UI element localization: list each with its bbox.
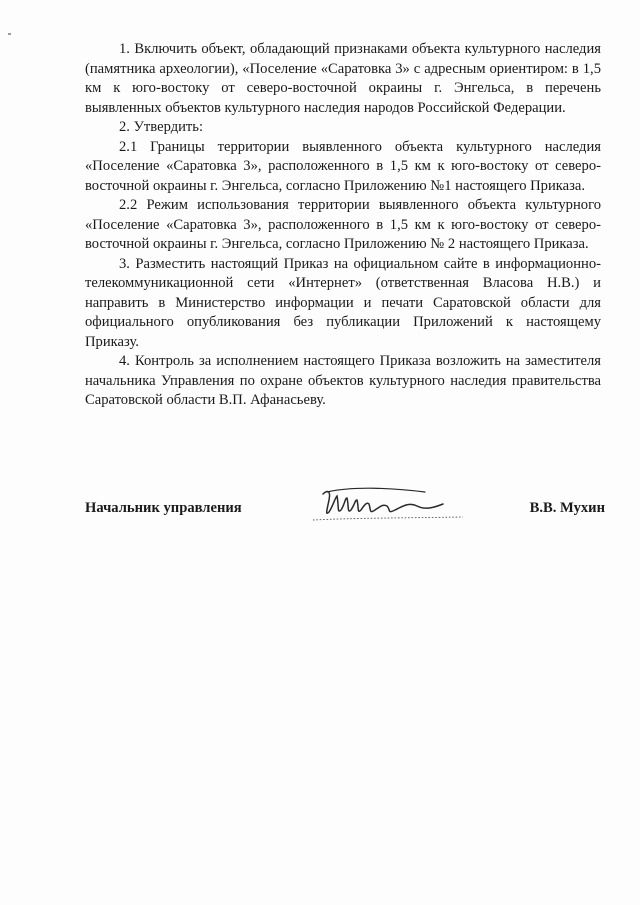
signature-block: [85, 480, 605, 530]
handwritten-signature: [313, 480, 463, 525]
paragraph-1: 1. Включить объект, обладающий признаками объекта культурного наследия (памятника археологии), «Поселение «Саратовка 3» с адресным ориентиром: в 1,5 км к юго-востоку от северо-восточной окраины г. Энгельса, в перечень выявленных объектов культурного наследия народов Российской Федерации.: [85, 41, 601, 116]
signatory-title: Начальник управления: [85, 500, 242, 516]
signatory-name: В.В. Мухин: [529, 500, 605, 516]
paragraph-2: 2. Утвердить:: [119, 119, 204, 135]
paragraph-2-1: 2.1 Границы территории выявленного объекта культурного наследия «Поселение «Саратовка 3», расположенного в 1,5 км к юго-востоку от северо-восточной окраины г. Энгельса, согласно Приложению №1 настоящего Приказа.: [85, 138, 601, 194]
scan-artifact: [8, 33, 11, 35]
paragraph-3: 3. Разместить настоящий Приказ на официальном сайте в информационно-телекоммуникационной сети «Интернет» (ответственная Власова Н.В.) и направить в Министерство информации и печати Саратовской области для официального опубликования без публикации Приложений к настоящему Приказу.: [85, 255, 601, 350]
paragraph-2-2: 2.2 Режим использования территории выявленного объекта культурного «Поселение «Саратовка 3», расположенного в 1,5 км к юго-востоку от северо-восточной окраины г. Энгельса, согласно Приложению № 2 настоящего Приказа.: [85, 197, 601, 252]
paragraph-4: 4. Контроль за исполнением настоящего Приказа возложить на заместителя начальника Управления по охране объектов культурного наследия правительства Саратовской области В.П. Афанасьеву.: [85, 353, 601, 408]
order-body: [85, 40, 601, 411]
